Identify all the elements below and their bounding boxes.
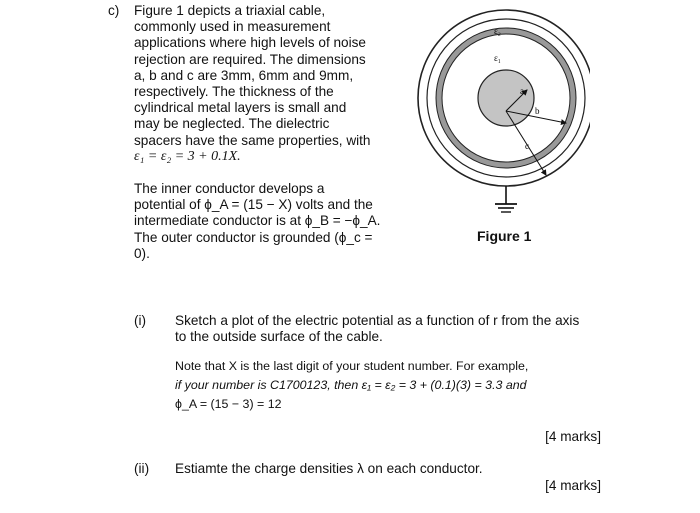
- part-ii-marks: [4 marks]: [545, 478, 601, 493]
- note-line: if your number is C1700123, then ε₁ = ε₂ = 3 + (0.1)(3) = 3.3 and: [175, 378, 527, 392]
- text-line: spacers have the same properties, with: [134, 132, 371, 148]
- text-line: a, b and c are 3mm, 6mm and 9mm,: [134, 67, 354, 83]
- figure-caption: Figure 1: [477, 228, 532, 244]
- eps1-label: ε₁: [494, 53, 501, 63]
- triaxial-cable-figure: [410, 8, 590, 218]
- text-line: applications where high levels of noise: [134, 35, 366, 51]
- question-label: c): [108, 3, 120, 18]
- part-i-text: [175, 313, 605, 345]
- ground-icon: [495, 186, 517, 212]
- text-line: cylindrical metal layers is small and: [134, 100, 347, 116]
- text-line: to the outside surface of the cable.: [175, 329, 383, 344]
- label-b: b: [535, 106, 540, 116]
- part-i-marks: [4 marks]: [545, 429, 601, 444]
- description-paragraph: [134, 3, 386, 165]
- part-i-note: [175, 357, 595, 414]
- text-line: The outer conductor is grounded (ϕ_c =: [134, 229, 373, 245]
- eps2-label: ε₂: [494, 26, 501, 36]
- label-a: a: [520, 86, 524, 96]
- text-line: The inner conductor develops a: [134, 181, 325, 196]
- text-line: Sketch a plot of the electric potential as a function of r from the axis: [175, 313, 580, 328]
- text-line: potential of ϕ_A = (15 − X) volts and the: [134, 197, 373, 213]
- note-line: ϕ_A = (15 − 3) = 12: [175, 397, 282, 411]
- text-line: 0).: [134, 245, 150, 261]
- part-ii-label: (ii): [134, 461, 150, 476]
- permittivity-equation: ε₁ = ε₂ = 3 + 0.1X.: [134, 148, 241, 164]
- label-c: c: [525, 141, 529, 151]
- text-line: rejection are required. The dimensions: [134, 51, 366, 67]
- text-line: respectively. The thickness of the: [134, 84, 334, 100]
- text-line: Figure 1 depicts a triaxial cable,: [134, 3, 326, 18]
- part-ii-text: Estiamte the charge densities λ on each conductor.: [175, 461, 483, 476]
- potential-paragraph: [134, 181, 386, 262]
- part-i-label: (i): [134, 313, 147, 328]
- note-line: Note that X is the last digit of your student number. For example,: [175, 359, 529, 373]
- text-line: intermediate conductor is at ϕ_B = −ϕ_A.: [134, 213, 381, 229]
- inner-conductor: [478, 70, 534, 126]
- text-line: may be neglected. The dielectric: [134, 116, 330, 132]
- text-line: commonly used in measurement: [134, 19, 331, 35]
